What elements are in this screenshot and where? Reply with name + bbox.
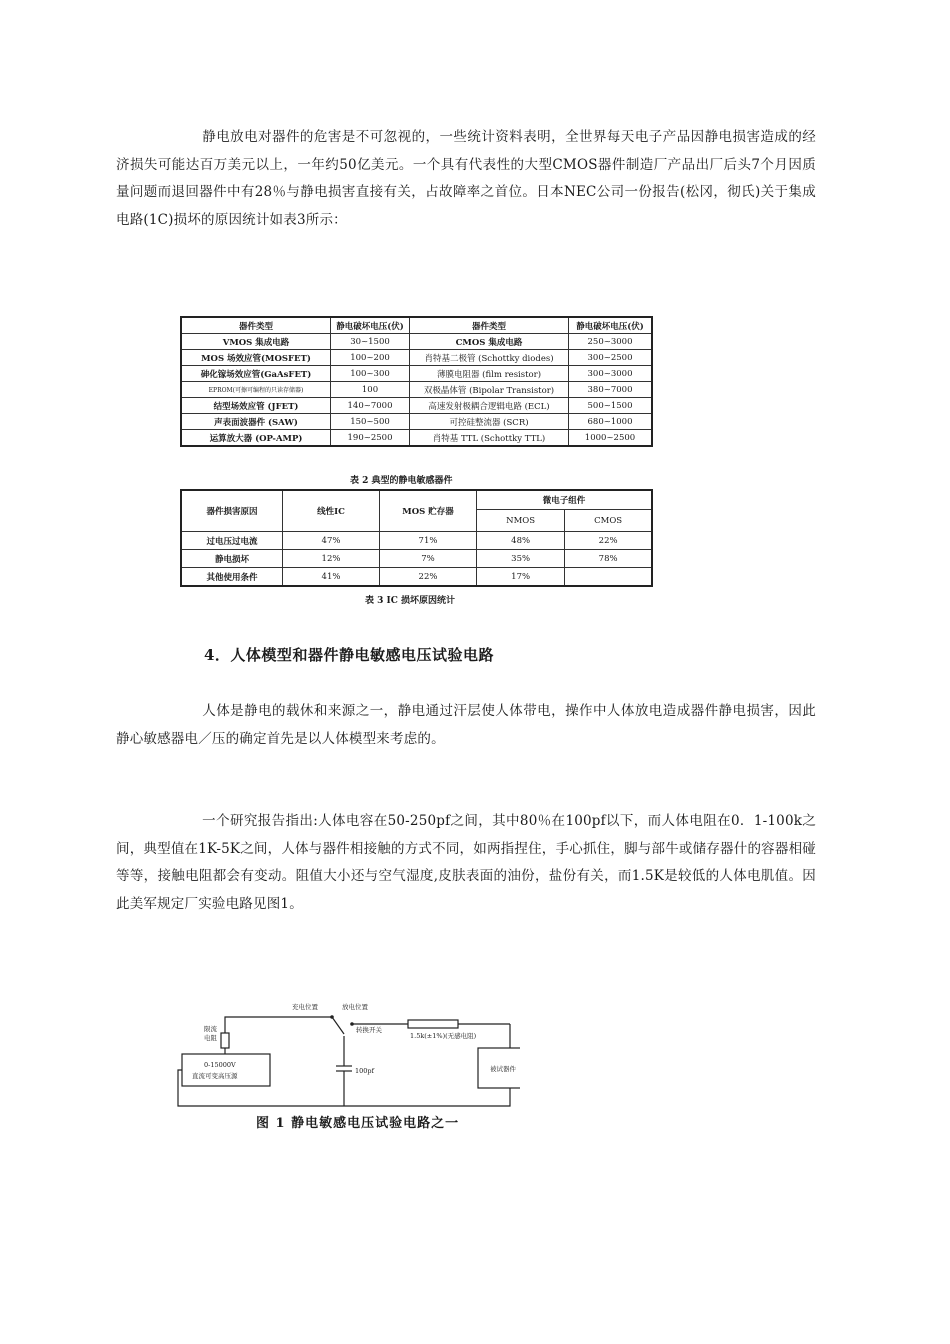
table-3-caption: 表 3 IC 损坏原因统计 — [365, 596, 456, 606]
table-cell: 680~1000 — [569, 414, 653, 430]
table-cell: 100 — [331, 382, 410, 398]
table-cell: 运算放大器 (OP-AMP) — [181, 430, 331, 447]
t3-header-linear: 线性IC — [283, 490, 380, 532]
table-cell: 250~3000 — [569, 334, 653, 350]
table-cell: 71% — [380, 532, 477, 550]
table-row — [181, 366, 652, 382]
wire-top-left — [225, 1017, 332, 1033]
table-cell: 肖特基 TTL (Schottky TTL) — [410, 430, 569, 447]
table-cell: 380~7000 — [569, 382, 653, 398]
table-row — [181, 568, 652, 587]
table-cell: 100~200 — [331, 350, 410, 366]
table-3-header-row — [181, 490, 652, 510]
table-cell: 41% — [283, 568, 380, 587]
limit-resistor-label-1: 限流 — [204, 1025, 217, 1033]
t2-header-voltage-2: 静电破坏电压(伏) — [569, 317, 653, 334]
table-cell: 300~3000 — [569, 366, 653, 382]
table-cell: 140~7000 — [331, 398, 410, 414]
table-cell: 30~1500 — [331, 334, 410, 350]
t3-header-micro: 微电子组件 — [477, 490, 653, 510]
table-cell: 150~500 — [331, 414, 410, 430]
supply-label-1: 0-15000V — [204, 1061, 236, 1069]
t2-header-type-2: 器件类型 — [410, 317, 569, 334]
table-cell: 48% — [477, 532, 565, 550]
hv-supply-box — [182, 1054, 270, 1086]
figure-1-caption: 图 1 静电敏感电压试验电路之一 — [256, 1116, 460, 1131]
table-cell: 500~1500 — [569, 398, 653, 414]
table-2-header-row — [181, 317, 652, 334]
table-row — [181, 350, 652, 366]
table-cell: 肖特基二极管 (Schottky diodes) — [410, 350, 569, 366]
switch-blade — [332, 1017, 344, 1034]
limit-resistor-label-2: 电阻 — [204, 1034, 217, 1042]
section-heading: 4．人体模型和器件静电敏感电压试验电路 — [204, 646, 494, 664]
table-cell: 12% — [283, 550, 380, 568]
intro-paragraph-text: 静电放电对器件的危害是不可忽视的，一些统计资料表明，全世界每天电子产品因静电损害造成的经济损失可能达百万美元以上，一年约50亿美元。一个具有代表性的大型CMOS器件制造厂产品出厂后头7个月因质量问题而退回器件中有28％与静电损害直接有关，占故障率之首位。日本NEC公司一份报告(松冈，彻氏)关于集成电路(1C)损坏的原因统计如表3所示： — [116, 129, 816, 228]
discharge-position-label: 放电位置 — [342, 1003, 368, 1011]
switch-contact-charge — [330, 1015, 334, 1019]
table-cell: 35% — [477, 550, 565, 568]
t3-header-nmos: NMOS — [477, 510, 565, 532]
table-row — [181, 414, 652, 430]
t3-header-mos: MOS 贮存器 — [380, 490, 477, 532]
table-cell: EPROM(可擦可编程的只读存储器) — [181, 382, 331, 398]
table-cell: 过电压过电流 — [181, 532, 283, 550]
table-cell: 结型场效应管 (JFET) — [181, 398, 331, 414]
body-paragraph-1-text: 人体是静电的载休和来源之一，静电通过汗层使人体带电，操作中人体放电造成器件静电损害，因此静心敏感器电／压的确定首先是以人体模型来考虑的。 — [116, 703, 816, 747]
table-cell: 砷化镓场效应管(GaAsFET) — [181, 366, 331, 382]
table-cell — [565, 568, 652, 587]
table-row — [181, 532, 652, 550]
switch-label: 转换开关 — [356, 1026, 382, 1034]
switch-contact-discharge — [350, 1022, 354, 1026]
table-cell: 可控硅整流器 (SCR) — [410, 414, 569, 430]
table-cell: 高速发射极耦合逻辑电路 (ECL) — [410, 398, 569, 414]
table-cell: 静电损坏 — [181, 550, 283, 568]
test-circuit-diagram — [170, 1000, 520, 1112]
t3-header-cmos: CMOS — [565, 510, 652, 532]
table-row — [181, 398, 652, 414]
limit-resistor — [221, 1033, 229, 1048]
table-cell: 78% — [565, 550, 652, 568]
table-cell: 100~300 — [331, 366, 410, 382]
t2-header-voltage-1: 静电破坏电压(伏) — [331, 317, 410, 334]
table-cell: 其他使用条件 — [181, 568, 283, 587]
table-cell: 47% — [283, 532, 380, 550]
dut-label: 被试器件 — [490, 1065, 516, 1073]
table-cell: MOS 场效应管(MOSFET) — [181, 350, 331, 366]
table-cell: 22% — [565, 532, 652, 550]
series-resistor-label: 1.5k(±1%)(无感电阻) — [410, 1032, 477, 1040]
intro-paragraph — [116, 124, 816, 234]
table-3-ic-damage-stats — [180, 489, 653, 587]
supply-label-2: 直流可变高压源 — [192, 1072, 238, 1080]
table-cell: 190~2500 — [331, 430, 410, 447]
body-paragraph-1 — [116, 698, 816, 753]
body-paragraph-2 — [116, 808, 816, 918]
capacitor-label: 100pf — [355, 1067, 374, 1075]
table-2-caption: 表 2 典型的静电敏感器件 — [350, 476, 453, 486]
table-cell: 双极晶体管 (Bipolar Transistor) — [410, 382, 569, 398]
table-cell: 1000~2500 — [569, 430, 653, 447]
table-row — [181, 382, 652, 398]
table-cell: CMOS 集成电路 — [410, 334, 569, 350]
t3-header-cause: 器件损害原因 — [181, 490, 283, 532]
table-cell: 17% — [477, 568, 565, 587]
series-resistor — [408, 1020, 458, 1028]
t2-header-type-1: 器件类型 — [181, 317, 331, 334]
table-cell: 300~2500 — [569, 350, 653, 366]
table-cell: 7% — [380, 550, 477, 568]
table-cell: 声表面波器件 (SAW) — [181, 414, 331, 430]
table-2-sensitive-devices — [180, 316, 653, 447]
table-row — [181, 550, 652, 568]
table-cell: 薄膜电阻器 (film resistor) — [410, 366, 569, 382]
body-paragraph-2-text: 一个研究报告指出:人体电容在50-250pf之间，其中80％在100pf以下，而人体电阻在0．1-100k之间，典型值在1K-5K之间，人体与器件相接触的方式不同，如两指捏住，手心抓住，脚与部牛或储存器什的容器相碰等等，接触电阻都会有变动。阻值大小还与空气湿度,皮肤表面的油份，盐份有关，而1.5K是较低的人体电肌值。因此美军规定厂实验电路见图1。 — [116, 813, 816, 912]
table-cell: VMOS 集成电路 — [181, 334, 331, 350]
table-cell: 22% — [380, 568, 477, 587]
table-row — [181, 334, 652, 350]
charge-position-label: 充电位置 — [292, 1003, 318, 1011]
table-row — [181, 430, 652, 447]
